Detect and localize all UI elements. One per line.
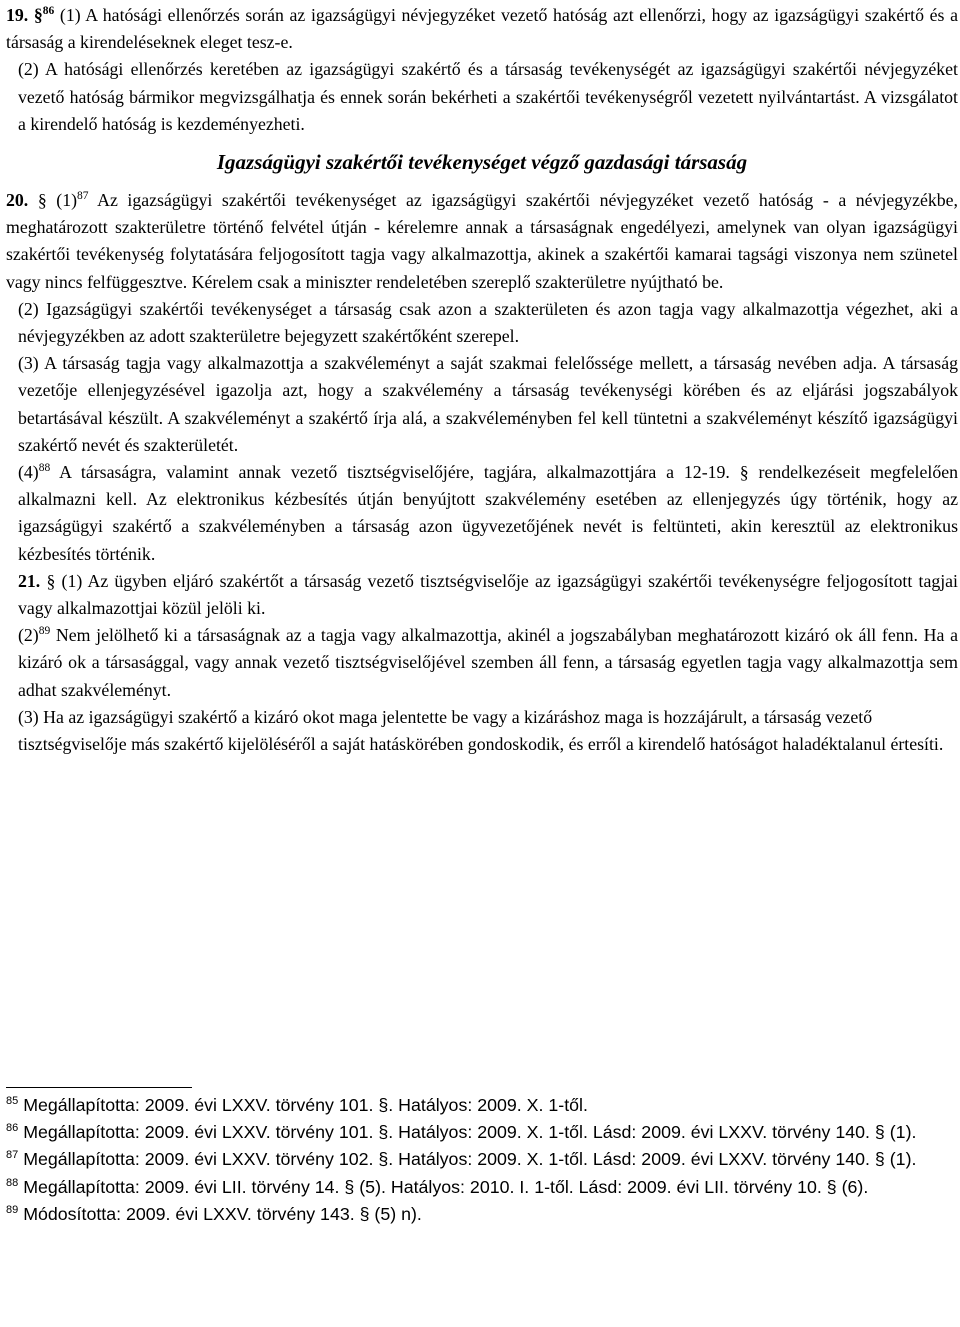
footnote-ref[interactable]: 87 (77, 190, 89, 203)
footnote-text: Módosította: 2009. évi LXXV. törvény 143. § (5) n). (18, 1203, 422, 1224)
paragraph-19-1 (6, 2, 958, 56)
footnote-number: 85 (6, 1095, 19, 1108)
paragraph-21-3: (3) Ha az igazságügyi szakértő a kizáró okot maga jelentette be vagy a kizáráshoz maga is hozzájárult, a társaság vezető tisztségviselője más szakértő kijelöléséről a saját hatáskörében gondoskodik, és erről a kirendelő hatóságot haladéktalanul értesíti. (18, 706, 944, 755)
paragraph-20-4 (6, 459, 958, 568)
footnote-ref[interactable]: 86 (42, 5, 55, 18)
footnote-text: Megállapította: 2009. évi LII. törvény 14. § (5). Hatályos: 2010. I. 1-től. Lásd: 2009. évi LII. törvény 10. § (6). (18, 1176, 869, 1197)
subsection-number: (1) (56, 190, 78, 211)
paragraph-text: Az igazságügyi szakértői tevékenységet az igazságügyi szakértői névjegyzéket vezető hatóság - a névjegyzékbe, meghatározott szakterületre történő felvétel útján - kérelemre annak a társaságnak engedélyezi, amelynek van olyan igazságügyi szakértői tevékenység folytatására feljogosított tagja vagy alkalmazottja, akinek a szakértői kamarai tagsági viszonya nem szünetel vagy nincs felfüggesztve. Kérelem csak a miniszter rendeletében szereplő szakterületre nyújtható be. (6, 190, 958, 292)
footnote (6, 1174, 946, 1201)
section-number: 19. (6, 5, 29, 25)
footnote (6, 1092, 946, 1119)
footnotes (6, 1092, 946, 1228)
section-symbol: § (33, 5, 43, 25)
section-symbol: § (37, 190, 47, 211)
footnote-text: Megállapította: 2009. évi LXXV. törvény 102. §. Hatályos: 2009. X. 1-től. Lásd: 2009. évi LXXV. törvény 140. § (1). (18, 1149, 917, 1170)
section-number: 20. (6, 190, 29, 211)
paragraph-text-cont: rendelkezéseit megfelelően alkalmazni kell. Az elektronikus kézbesítés útján benyújtott szakvélemény esetében az ellenjegyzés úgy történik, hogy az igazságügyi szakértő a szakvéleményben a társaság azon ügyvezetőjének nevét is feltünteti, akin keresztül az elektronikus kézbesítés történik. (18, 462, 959, 564)
footnote-ref[interactable]: 88 (38, 462, 51, 475)
footnote (6, 1119, 946, 1146)
subsection-number: (4) (18, 462, 39, 483)
footnote-ref[interactable]: 89 (38, 625, 51, 638)
section-symbol: § (739, 462, 749, 483)
paragraph-19-2: (2) A hatósági ellenőrzés keretében az igazságügyi szakértő és a társaság tevékenységét az igazságügyi szakértői névjegyzéket vezető hatóság bármikor megvizsgálhatja és ennek során bekérheti a szakértői tevékenységről vezetett nyilvántartást. A vizsgálatot a kirendelő hatóság is kezdeményezheti. (18, 59, 958, 134)
footnote-number: 87 (6, 1149, 19, 1162)
document-page (6, 0, 958, 758)
section-symbol: § (46, 570, 56, 591)
footnote-text: Megállapította: 2009. évi LXXV. törvény 101. §. Hatályos: 2009. X. 1-től. (18, 1095, 588, 1115)
paragraph-text: (1) A hatósági ellenőrzés során az igazságügyi névjegyzéket vezető hatóság azt ellenőrzi, hogy az igazságügyi szakértő és a társaság a kirendeléseknek eleget tesz-e. (6, 5, 958, 53)
footnote (6, 1201, 946, 1228)
paragraph-text: A társaságra, valamint annak vezető tisztségviselőjére, tagjára, alkalmazottjára a 12-19. (50, 462, 740, 483)
footnote (6, 1146, 946, 1173)
subsection-number: (2) (18, 625, 39, 646)
paragraph-20-2: (2) Igazságügyi szakértői tevékenységet a társaság csak azon a szakterületen és azon tagja vagy alkalmazottja végezhet, aki a névjegyzékben az adott szakterületre bejegyzett szakértőként szerepel. (18, 298, 958, 347)
paragraph-20-1 (6, 187, 958, 296)
paragraph-text: (1) Az ügyben eljáró szakértőt a társaság vezető tisztségviselője az igazságügyi szakértői tevékenységre feljogosított tagjai vagy alkalmazottjai közül jelöli ki. (18, 570, 958, 619)
footnote-number: 89 (6, 1203, 19, 1216)
footnote-number: 86 (6, 1122, 19, 1135)
paragraph-21-1 (6, 568, 958, 622)
paragraph-20-3: (3) A társaság tagja vagy alkalmazottja a szakvéleményt a saját szakmai felelőssége mellett, a társaság nevében adja. A társaság vezetője ellenjegyzésével igazolja azt, hogy a szakvélemény a társaság tevékenységi körében és az eljárási jogszabályok betartásával készült. A szakvéleményt a szakértő írja alá, a szakvéleményben fel kell tüntetni a szakvéleményt készítő igazságügyi szakértő nevét és szakterületét. (18, 353, 958, 455)
section-number: 21. (18, 570, 41, 591)
paragraph-text: Nem jelölhető ki a társaságnak az a tagja vagy alkalmazottja, akinél a jogszabályban meghatározott kizáró ok áll fenn. Ha a kizáró ok a társasággal, vagy annak vezető tisztségviselőjével szemben áll fenn, a társaság egyetlen tagja vagy alkalmazottja sem adhat szakvéleményt. (18, 625, 958, 700)
paragraph-21-2 (6, 622, 958, 704)
section-heading: Igazságügyi szakértői tevékenységet végző gazdasági társaság (216, 150, 748, 175)
footnote-separator (6, 1087, 192, 1088)
footnote-text: Megállapította: 2009. évi LXXV. törvény 101. §. Hatályos: 2009. X. 1-től. Lásd: 2009. évi LXXV. törvény 140. § (1). (18, 1122, 917, 1143)
footnote-number: 88 (6, 1176, 19, 1189)
